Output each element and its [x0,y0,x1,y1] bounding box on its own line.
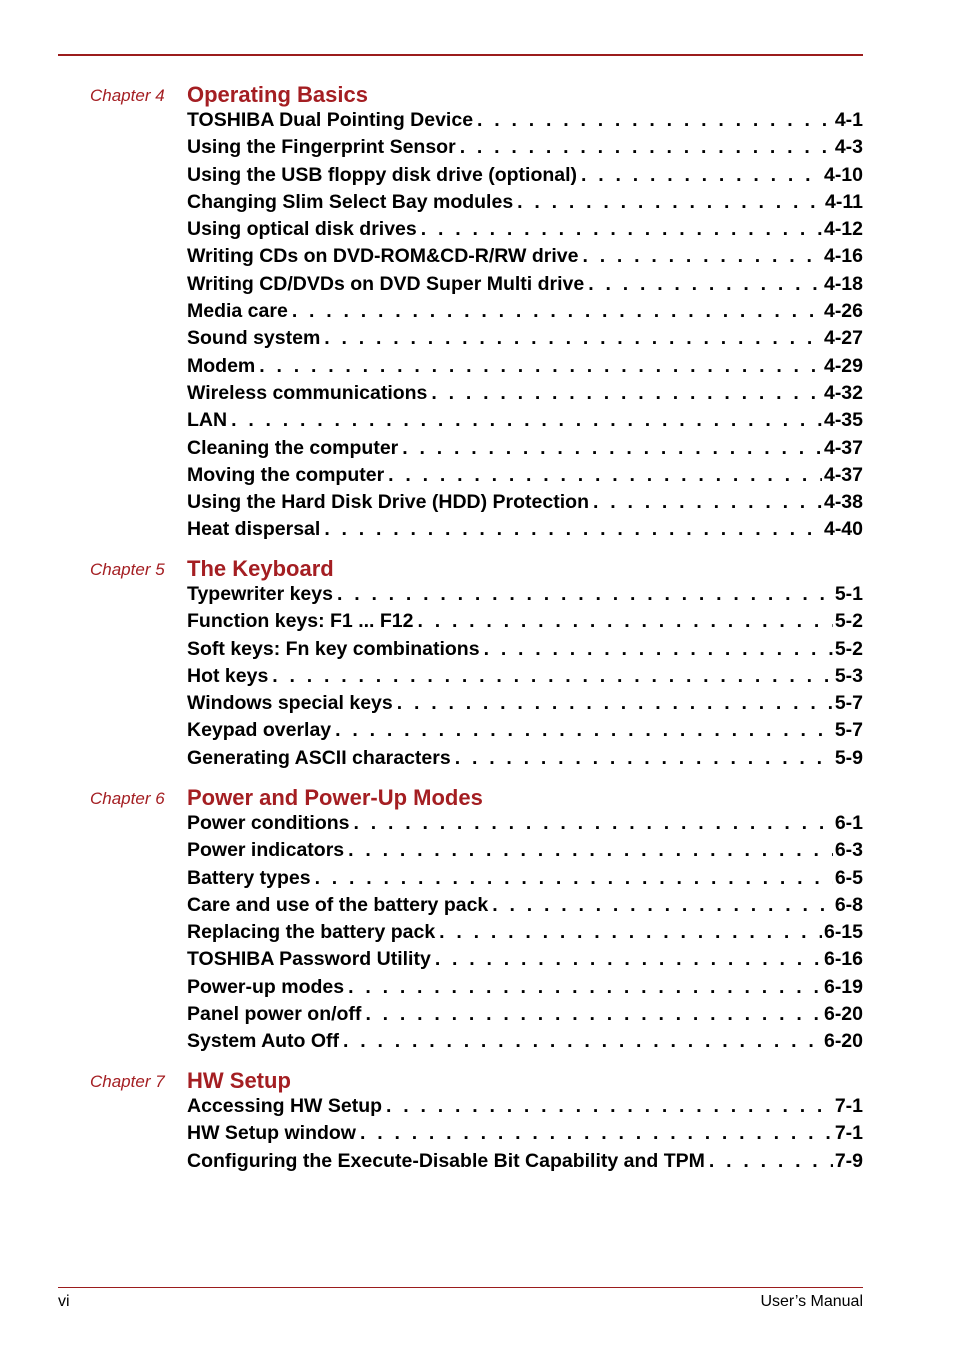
dot-leader [439,919,822,946]
toc-entry[interactable] [187,636,863,663]
toc-entry-page: 4-40 [823,518,863,541]
toc-entry-page: 7-1 [834,1122,863,1145]
toc-entry-page: 6-5 [834,866,863,889]
toc-entry[interactable] [187,865,863,892]
toc-entry-list [187,581,863,772]
dot-leader [588,271,822,298]
toc-entry-page: 4-27 [823,327,863,350]
dot-leader [365,1001,822,1028]
dot-leader [460,134,833,161]
toc-entry[interactable] [187,516,863,543]
toc-entry-page: 6-3 [834,839,863,862]
dot-leader [386,1093,833,1120]
toc-entry-page: 5-2 [834,637,863,660]
toc-entry-title: Keypad overlay [187,719,332,742]
toc-entry[interactable] [187,271,863,298]
toc-entry-title: Panel power on/off [187,1003,362,1026]
toc-entry-title: Typewriter keys [187,583,333,605]
toc-entry[interactable] [187,1001,863,1028]
toc-entry-title: Using the Hard Disk Drive (HDD) Protection [187,491,589,514]
dot-leader [324,516,822,543]
toc-entry-title: Generating ASCII characters [187,746,451,769]
toc-entry-page: 7-1 [834,1095,863,1117]
toc-entry-page: 6-19 [823,975,863,998]
toc-entry[interactable] [187,298,863,325]
toc-entry-title: Function keys: F1 ... F12 [187,610,414,633]
toc-entry-page: 4-32 [823,381,863,404]
toc-entry[interactable] [187,974,863,1001]
toc-entry-page: 4-16 [823,245,863,268]
toc-entry-page: 6-1 [834,812,863,834]
dot-leader [272,663,833,690]
toc-entry-title: Hot keys [187,664,269,687]
toc-entry-page: 7-9 [834,1149,863,1172]
toc-entry-page: 5-2 [834,610,863,633]
toc-entry[interactable] [187,325,863,352]
dot-leader [421,216,822,243]
toc-entry-page: 6-8 [834,893,863,916]
toc-entry[interactable] [187,1120,863,1147]
chapter-title[interactable]: HW Setup [187,1068,291,1093]
toc-entry-page: 4-37 [823,463,863,486]
toc-entry-title: HW Setup window [187,1122,356,1145]
toc-entry-title: Replacing the battery pack [187,921,436,944]
toc-entry-title: System Auto Off [187,1030,340,1053]
toc-entry-title: Media care [187,300,288,323]
toc-entry-title: Writing CDs on DVD-ROM&CD-R/RW drive [187,245,579,268]
toc-entry-list [187,810,863,1056]
toc-entry-page: 4-3 [834,136,863,159]
footer-manual-title: User’s Manual [760,1293,863,1310]
toc-entry[interactable] [187,353,863,380]
dot-leader [354,810,833,837]
toc-entry-title: Care and use of the battery pack [187,893,489,916]
toc-entry-list [187,1093,863,1175]
toc-entry-page: 4-11 [825,190,863,213]
toc-entry-page: 4-29 [823,354,863,377]
toc-entry-title: Sound system [187,327,321,350]
dot-leader [431,380,822,407]
toc-entry-page: 5-1 [834,583,863,605]
toc-entry-page: 4-38 [823,491,863,514]
toc-entry-title: Using the USB floppy disk drive (optional) [187,163,578,186]
toc-entry[interactable] [187,745,863,772]
toc-entry-title: Modem [187,354,256,377]
toc-entry-page: 5-7 [834,719,863,742]
toc-entry-page: 5-7 [834,692,863,715]
toc-entry-title: Using optical disk drives [187,218,417,241]
dot-leader [343,1028,822,1055]
toc-entry-page: 5-9 [834,746,863,769]
toc-entry[interactable] [187,581,863,608]
dot-leader [315,865,833,892]
toc-entry-list [187,107,863,544]
toc-entry-title: Moving the computer [187,463,385,486]
dot-leader [324,325,822,352]
chapter-label: Chapter 7 [90,1072,165,1091]
toc-entry-title: Cleaning the computer [187,436,399,459]
dot-leader [231,407,822,434]
toc-entry[interactable] [187,243,863,270]
toc-entry[interactable] [187,407,863,434]
toc-entry-title: TOSHIBA Dual Pointing Device [187,109,474,131]
toc-entry[interactable] [187,435,863,462]
toc-entry[interactable] [187,1148,863,1175]
dot-leader [484,636,833,663]
toc-entry[interactable] [187,216,863,243]
toc-entry-page: 4-35 [823,409,863,432]
toc-entry[interactable] [187,162,863,189]
toc-entry-page: 4-1 [834,109,863,131]
toc-entry-title: Battery types [187,866,311,889]
dot-leader [417,608,832,635]
chapter-title[interactable]: Power and Power-Up Modes [187,785,483,810]
dot-leader [455,745,833,772]
toc-entry[interactable] [187,608,863,635]
chapter-label: Chapter 4 [90,86,165,105]
toc-entry-title: Configuring the Execute-Disable Bit Capability and TPM [187,1149,705,1172]
dot-leader [292,298,822,325]
toc-entry[interactable] [187,1093,863,1120]
toc-entry-page: 6-16 [823,948,863,971]
dot-leader [388,462,822,489]
toc-entry[interactable] [187,810,863,837]
dot-leader [709,1148,833,1175]
toc-entry-title: Soft keys: Fn key combinations [187,637,480,660]
dot-leader [259,353,822,380]
toc-entry-title: Power-up modes [187,975,345,998]
toc-entry-title: Wireless communications [187,381,428,404]
dot-leader [593,489,822,516]
chapter-title[interactable]: The Keyboard [187,556,334,581]
dot-leader [360,1120,833,1147]
dot-leader [397,690,833,717]
dot-leader [477,107,833,134]
toc-entry[interactable] [187,892,863,919]
dot-leader [348,974,822,1001]
footer-page-number: vi [58,1293,70,1310]
toc-entry[interactable] [187,107,863,134]
toc-entry[interactable] [187,837,863,864]
toc-entry[interactable] [187,663,863,690]
chapter-label: Chapter 6 [90,789,165,808]
toc-entry-page: 6-15 [823,921,863,944]
dot-leader [582,243,822,270]
toc-entry[interactable] [187,189,863,216]
toc-entry[interactable] [187,380,863,407]
toc-entry-page: 6-20 [823,1030,863,1053]
chapter-title[interactable]: Operating Basics [187,82,368,107]
toc-entry-page: 6-20 [823,1003,863,1026]
toc-entry-page: 4-26 [823,300,863,323]
dot-leader [402,435,822,462]
dot-leader [435,946,822,973]
toc-entry[interactable] [187,919,863,946]
toc-entry[interactable] [187,1028,863,1055]
toc-entry-page: 4-18 [823,272,863,295]
toc-entry-title: Windows special keys [187,692,393,715]
toc-entry-page: 4-12 [823,218,863,241]
dot-leader [517,189,823,216]
toc-entry[interactable] [187,690,863,717]
toc-entry[interactable] [187,946,863,973]
dot-leader [492,892,833,919]
toc-entry-title: Accessing HW Setup [187,1095,383,1117]
dot-leader [335,717,833,744]
toc-entry-title: Power conditions [187,812,350,834]
toc-entry-title: Changing Slim Select Bay modules [187,190,514,213]
toc-entry[interactable] [187,462,863,489]
toc-entry-title: Heat dispersal [187,518,321,541]
toc-entry[interactable] [187,489,863,516]
toc-entry-title: Writing CD/DVDs on DVD Super Multi drive [187,272,585,295]
toc-entry-title: TOSHIBA Password Utility [187,948,431,971]
toc-entry-title: Using the Fingerprint Sensor [187,136,456,159]
toc-entry-title: LAN [187,409,228,432]
chapter-label: Chapter 5 [90,560,165,579]
dot-leader [348,837,833,864]
footer-rule [58,1287,863,1288]
dot-leader [337,581,833,608]
toc-entry-page: 5-3 [834,664,863,687]
header-rule [58,54,863,56]
toc-entry[interactable] [187,717,863,744]
toc-entry-page: 4-10 [823,163,863,186]
toc-entry-title: Power indicators [187,839,345,862]
dot-leader [581,162,822,189]
toc-entry-page: 4-37 [823,436,863,459]
toc-entry[interactable] [187,134,863,161]
